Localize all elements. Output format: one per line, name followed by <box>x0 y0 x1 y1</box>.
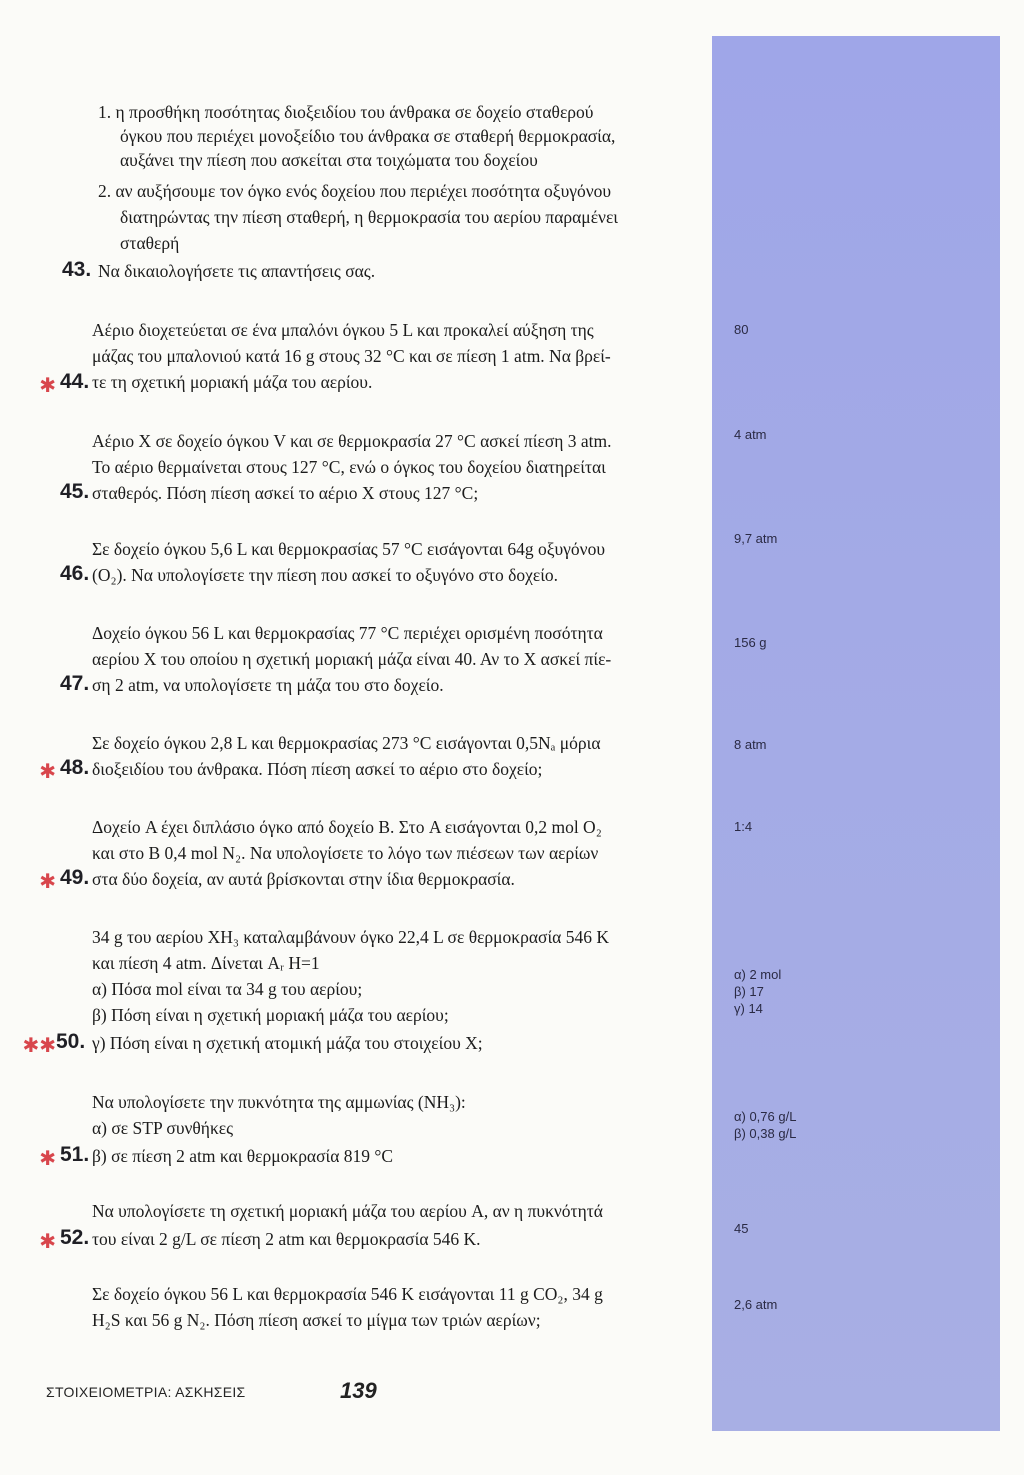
difficulty-star-icon: ✱✱ <box>22 1033 56 1057</box>
difficulty-star-icon: ✱ <box>39 1146 56 1170</box>
exercise-text-line: Σε δοχείο όγκου 56 L και θερμοκρασία 546 K εισάγονται 11 g CO₂, 34 g <box>92 1284 603 1304</box>
difficulty-star-icon: ✱ <box>39 1229 56 1253</box>
section-title: ΣΤΟΙΧΕΙΟΜΕΤΡΙΑ: ΑΣΚΗΣΕΙΣ <box>46 1384 246 1400</box>
answer: 156 g <box>734 635 767 650</box>
exercise-number: 48. <box>60 756 90 779</box>
exercise-text-line: Αέριο διοχετεύεται σε ένα μπαλόνι όγκου 5 L και προκαλεί αύξηση της <box>92 320 594 340</box>
text-line: 1. η προσθήκη ποσότητας διοξειδίου του άνθρακα σε δοχείο σταθερού <box>98 102 594 122</box>
exercise-text-line: του είναι 2 g/L σε πίεση 2 atm και θερμοκρασία 546 K. <box>92 1229 481 1249</box>
exercise-text-line: στα δύο δοχεία, αν αυτά βρίσκονται στην ίδια θερμοκρασία. <box>92 869 515 889</box>
exercise-text-line: Το αέριο θερμαίνεται στους 127 °C, ενώ ο όγκος του δοχείου διατηρείται <box>92 457 606 477</box>
answer: 8 atm <box>734 737 767 752</box>
answer: α) 0,76 g/L β) 0,38 g/L <box>734 1109 797 1141</box>
difficulty-star-icon: ✱ <box>39 869 56 893</box>
answer: 45 <box>734 1221 749 1236</box>
exercise-text-line: Δοχείο A έχει διπλάσιο όγκο από δοχείο B. Στο A εισάγονται 0,2 mol O₂ <box>92 817 602 837</box>
exercise-text-line: 34 g του αερίου XH₃ καταλαμβάνουν όγκο 22,4 L σε θερμοκρασία 546 K <box>92 927 609 947</box>
answer: 2,6 atm <box>734 1297 778 1312</box>
exercise-text-line: α) σε STP συνθήκες <box>92 1118 234 1138</box>
text-line: 2. αν αυξήσουμε τον όγκο ενός δοχείου που περιέχει ποσότητα οξυγόνου <box>98 181 612 201</box>
text-line: όγκου που περιέχει μονοξείδιο του άνθρακα σε σταθερή θερμοκρασία, <box>120 126 616 146</box>
exercise-number: 46. <box>60 562 90 585</box>
exercise-text-line: αερίου X του οποίου η σχετική μοριακή μάζα είναι 40. Αν το X ασκεί πίε- <box>92 649 612 669</box>
exercise-text-line: (O₂). Να υπολογίσετε την πίεση που ασκεί το οξυγόνο στο δοχείο. <box>92 565 559 585</box>
exercise-number: 43. <box>62 258 92 281</box>
exercise-text-line: τε τη σχετική μοριακή μάζα του αερίου. <box>92 372 373 392</box>
exercise-number: 45. <box>60 480 90 503</box>
exercise-text-line: Δοχείο όγκου 56 L και θερμοκρασίας 77 °C περιέχει ορισμένη ποσότητα <box>92 623 603 643</box>
exercise-text-line: διοξειδίου του άνθρακα. Πόση πίεση ασκεί το αέριο στο δοχείο; <box>92 759 543 779</box>
answer: 4 atm <box>734 427 767 442</box>
answer: 9,7 atm <box>734 531 778 546</box>
exercise-text-line: Αέριο X σε δοχείο όγκου V και σε θερμοκρασία 27 °C ασκεί πίεση 3 atm. <box>92 431 612 451</box>
exercise-text-line: και στο B 0,4 mol N₂. Να υπολογίσετε το λόγο των πιέσεων των αερίων <box>92 843 599 863</box>
answer: 80 <box>734 322 749 337</box>
difficulty-star-icon: ✱ <box>39 373 56 397</box>
text-line: σταθερή <box>120 233 180 253</box>
exercise-text-line: γ) Πόση είναι η σχετική ατομική μάζα του στοιχείου X; <box>92 1033 483 1053</box>
exercise-text-line: και πίεση 4 atm. Δίνεται Aᵣ H=1 <box>92 953 320 973</box>
exercise-number: 51. <box>60 1143 90 1166</box>
exercise-text-line: Να υπολογίσετε τη σχετική μοριακή μάζα του αερίου A, αν η πυκνότητά <box>92 1201 603 1221</box>
exercise-text-line: α) Πόσα mol είναι τα 34 g του αερίου; <box>92 979 363 999</box>
exercise-number: 49. <box>60 866 90 889</box>
answer: 1:4 <box>734 819 753 834</box>
text-line: αυξάνει την πίεση που ασκείται στα τοιχώματα του δοχείου <box>120 150 538 170</box>
exercise-number: 44. <box>60 370 90 393</box>
exercise-text-line: σταθερός. Πόση πίεση ασκεί το αέριο X στους 127 °C; <box>92 483 479 503</box>
exercise-text-line: Να δικαιολογήσετε τις απαντήσεις σας. <box>98 261 376 281</box>
exercise-text-line: Σε δοχείο όγκου 5,6 L και θερμοκρασίας 57 °C εισάγονται 64g οξυγόνου <box>92 539 605 559</box>
page-number: 139 <box>340 1378 377 1403</box>
answer: α) 2 mol β) 17 γ) 14 <box>734 967 782 1016</box>
exercise-text-line: β) σε πίεση 2 atm και θερμοκρασία 819 °C <box>92 1146 394 1166</box>
exercise-number: 50. <box>56 1030 86 1053</box>
exercise-text-line: μάζας του μπαλονιού κατά 16 g στους 32 °C και σε πίεση 1 atm. Να βρεί- <box>92 346 611 366</box>
exercise-text-line: Σε δοχείο όγκου 2,8 L και θερμοκρασίας 273 °C εισάγονται 0,5Nₐ μόρια <box>92 733 601 753</box>
exercise-text-line: ση 2 atm, να υπολογίσετε τη μάζα του στο δοχείο. <box>92 675 444 695</box>
exercise-number: 52. <box>60 1226 90 1249</box>
exercise-text-line: H₂S και 56 g N₂. Πόση πίεση ασκεί το μίγμα των τριών αερίων; <box>92 1310 541 1330</box>
difficulty-star-icon: ✱ <box>39 759 56 783</box>
exercise-text-line: Να υπολογίσετε την πυκνότητα της αμμωνίας (NH₃): <box>92 1092 466 1112</box>
exercise-number: 47. <box>60 672 90 695</box>
exercise-text-line: β) Πόση είναι η σχετική μοριακή μάζα του αερίου; <box>92 1005 449 1025</box>
text-line: διατηρώντας την πίεση σταθερή, η θερμοκρασία του αερίου παραμένει <box>120 207 619 227</box>
